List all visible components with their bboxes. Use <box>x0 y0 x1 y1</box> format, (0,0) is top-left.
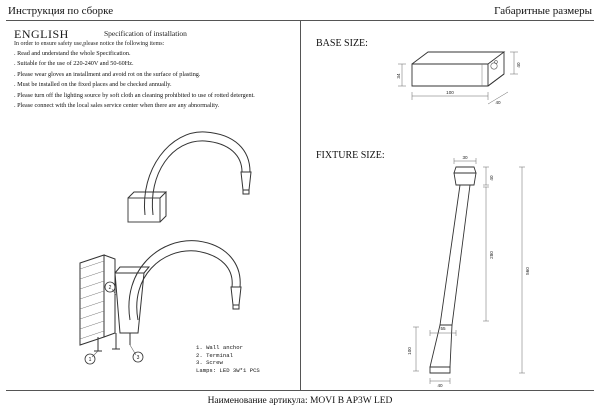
instruction-list <box>14 49 294 111</box>
fixture-mid-width-dim: 55 <box>440 326 446 331</box>
fixture-size-label: FIXTURE SIZE: <box>316 150 385 161</box>
callout-3: 3 <box>136 355 140 361</box>
instruction-item: . Please wear gloves an installment and avoid rot on the surface of plasting. <box>14 70 201 78</box>
fixture-base-height-dim: 100 <box>407 347 412 355</box>
base-height-dim: 34 <box>396 73 401 79</box>
parts-list-item: 3. Screw <box>196 359 223 367</box>
fixture-head-height-dim: 40 <box>489 175 494 181</box>
fixture-base-width-dim: 40 <box>437 383 443 388</box>
footer-divider <box>6 390 594 391</box>
base-depth-dim: 40 <box>516 62 521 68</box>
fixture-arm-length-dim: 280 <box>489 251 494 259</box>
base-side-dim: 40 <box>495 100 501 105</box>
fixture-total-height-dim: 560 <box>525 267 530 275</box>
instruction-item: . Please turn off the lighting source by soft cloth an cleaning prohibited to use of rotted detergent. <box>14 91 255 99</box>
parts-list-item: Lamps: LED 3W*1 PCS <box>196 366 260 374</box>
instruction-item: . Must be installed on the fixed places and be checked annually. <box>14 81 172 89</box>
page-title-left: Инструкция по сборке <box>8 5 114 17</box>
spec-label: Specification of installation <box>104 29 187 38</box>
instruction-item: . Read and understand the whole Specification. <box>14 50 131 57</box>
base-size-drawing <box>396 42 536 122</box>
fixture-size-drawing <box>400 155 580 388</box>
parts-list-item: 2. Terminal <box>196 351 233 359</box>
callout-2: 2 <box>108 285 112 291</box>
article-caption: Наименование артикула: MOVI B AP3W LED <box>207 396 393 406</box>
intro-text: In order to ensure safety use,please notice the following items: <box>14 41 165 47</box>
fixture-head-width-dim: 30 <box>462 155 468 160</box>
callout-1: 1 <box>88 357 92 363</box>
parts-list <box>196 344 260 374</box>
lamp-perspective-drawing <box>110 110 280 220</box>
base-size-label: BASE SIZE: <box>316 38 368 49</box>
english-heading: ENGLISH <box>14 27 69 41</box>
center-divider <box>300 20 301 390</box>
instruction-item: . Please connect with the local sales service center when there are any abnormality. <box>14 102 220 110</box>
instruction-item: . Suitable for the use of 220-240V and 50-60Hz. <box>14 60 134 68</box>
parts-list-item: 1. Wall anchor <box>196 344 243 351</box>
page-title-right: Габаритные размеры <box>494 5 592 17</box>
base-width-dim: 100 <box>446 90 454 95</box>
